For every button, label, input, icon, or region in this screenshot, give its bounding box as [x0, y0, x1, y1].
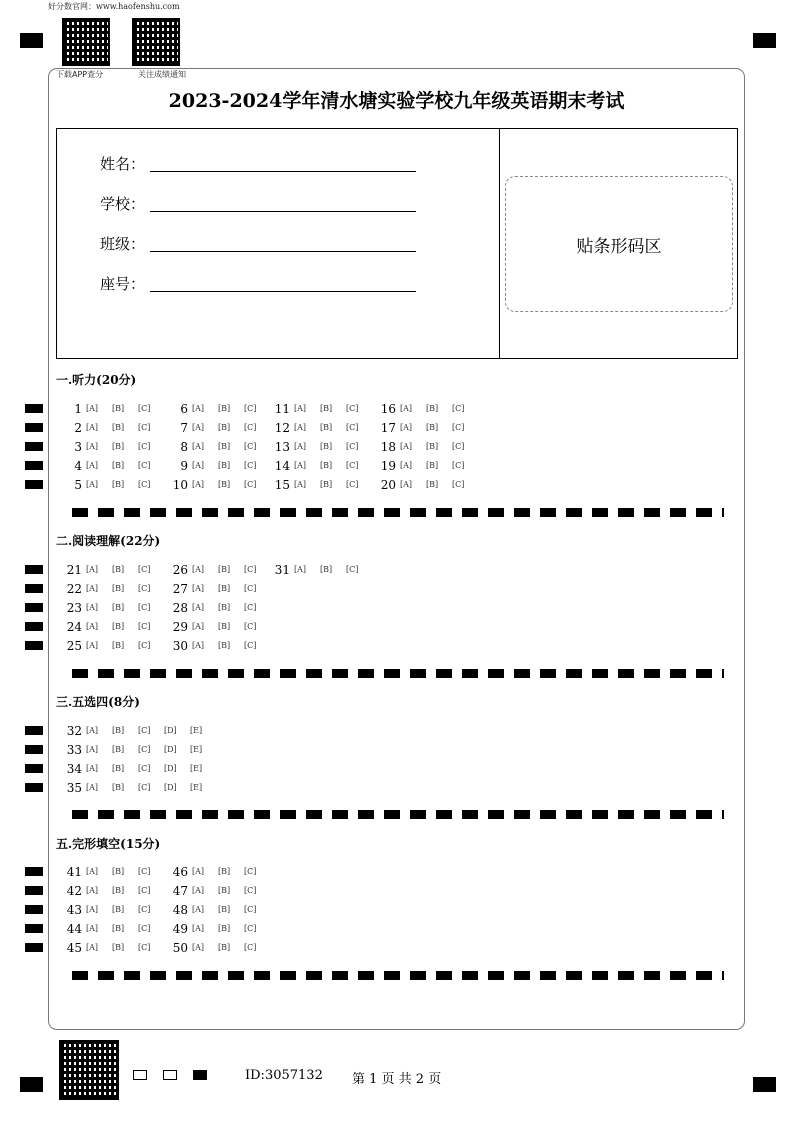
- answer-bubble[interactable]: [C]: [452, 423, 465, 432]
- question-number: 46: [172, 865, 188, 879]
- answer-bubble[interactable]: [B]: [112, 924, 125, 933]
- answer-bubble[interactable]: [A]: [86, 764, 99, 773]
- answer-bubble[interactable]: [B]: [112, 404, 125, 413]
- answer-bubble[interactable]: [B]: [112, 641, 125, 650]
- seat-label: 座号：: [100, 275, 146, 293]
- answer-bubble[interactable]: [C]: [244, 603, 257, 612]
- question-number: 31: [274, 563, 290, 577]
- qr-caption-follow: 关注成绩通知: [138, 70, 186, 79]
- answer-bubble[interactable]: [A]: [86, 622, 99, 631]
- answer-bubble[interactable]: [D]: [164, 783, 177, 792]
- answer-bubble[interactable]: [C]: [452, 442, 465, 451]
- answer-bubble[interactable]: [B]: [112, 442, 125, 451]
- answer-bubble[interactable]: [A]: [192, 641, 205, 650]
- answer-bubble[interactable]: [B]: [112, 584, 125, 593]
- timing-mark: [25, 584, 43, 593]
- timing-mark: [25, 783, 43, 792]
- answer-bubble[interactable]: [A]: [192, 442, 205, 451]
- answer-bubble[interactable]: [C]: [138, 423, 151, 432]
- answer-bubble[interactable]: [B]: [218, 886, 231, 895]
- answer-bubble[interactable]: [C]: [138, 442, 151, 451]
- timing-mark: [25, 886, 43, 895]
- question-number: 10: [172, 478, 188, 492]
- site-url: 好分数官网：www.haofenshu.com: [48, 2, 180, 11]
- answer-bubble[interactable]: [B]: [426, 442, 439, 451]
- timing-mark: [25, 423, 43, 432]
- answer-bubble[interactable]: [C]: [244, 641, 257, 650]
- answer-bubble[interactable]: [B]: [112, 783, 125, 792]
- page-indicator-box-filled: [193, 1070, 207, 1080]
- answer-bubble[interactable]: [B]: [112, 480, 125, 489]
- answer-bubble[interactable]: [A]: [294, 461, 307, 470]
- question-number: 12: [274, 421, 290, 435]
- question-number: 41: [66, 865, 82, 879]
- section-heading-reading: 二.阅读理解(22分): [56, 534, 161, 548]
- answer-bubble[interactable]: [B]: [218, 461, 231, 470]
- follow-notice-qr-icon: [132, 18, 180, 66]
- question-number: 9: [180, 459, 188, 473]
- answer-bubble[interactable]: [C]: [244, 461, 257, 470]
- question-number: 7: [180, 421, 188, 435]
- answer-bubble[interactable]: [C]: [346, 404, 359, 413]
- download-app-qr-icon: [62, 18, 110, 66]
- section-separator: [72, 669, 724, 678]
- answer-bubble[interactable]: [B]: [320, 404, 333, 413]
- barcode-label: 贴条形码区: [576, 236, 662, 257]
- answer-bubble[interactable]: [A]: [294, 442, 307, 451]
- answer-bubble[interactable]: [C]: [346, 423, 359, 432]
- exam-title: 2023-2024学年清水塘实验学校九年级英语期末考试: [168, 90, 625, 112]
- answer-bubble[interactable]: [E]: [190, 764, 203, 773]
- answer-bubble[interactable]: [A]: [86, 442, 99, 451]
- page-number: 第 1 页 共 2 页: [352, 1072, 442, 1087]
- answer-bubble[interactable]: [A]: [400, 442, 413, 451]
- answer-bubble[interactable]: [B]: [218, 943, 231, 952]
- answer-bubble[interactable]: [A]: [86, 886, 99, 895]
- question-number: 16: [380, 402, 396, 416]
- answer-bubble[interactable]: [B]: [218, 404, 231, 413]
- answer-bubble[interactable]: [B]: [426, 423, 439, 432]
- answer-bubble[interactable]: [A]: [86, 783, 99, 792]
- answer-bubble[interactable]: [C]: [244, 924, 257, 933]
- answer-bubble[interactable]: [C]: [452, 404, 465, 413]
- qr-caption-download: 下载APP查分: [56, 70, 104, 79]
- answer-bubble[interactable]: [C]: [138, 404, 151, 413]
- class-label: 班级：: [100, 235, 146, 253]
- answer-bubble[interactable]: [B]: [112, 603, 125, 612]
- question-number: 5: [74, 478, 82, 492]
- answer-bubble[interactable]: [E]: [190, 726, 203, 735]
- answer-bubble[interactable]: [C]: [138, 905, 151, 914]
- sheet-id: ID:3057132: [245, 1068, 323, 1083]
- answer-bubble[interactable]: [B]: [218, 905, 231, 914]
- question-number: 1: [74, 402, 82, 416]
- answer-bubble[interactable]: [B]: [112, 565, 125, 574]
- question-number: 32: [66, 724, 82, 738]
- answer-bubble[interactable]: [A]: [86, 726, 99, 735]
- answer-bubble[interactable]: [A]: [192, 565, 205, 574]
- answer-bubble[interactable]: [B]: [218, 622, 231, 631]
- question-number: 47: [172, 884, 188, 898]
- section-separator: [72, 810, 724, 819]
- answer-bubble[interactable]: [A]: [294, 480, 307, 489]
- question-number: 33: [66, 743, 82, 757]
- name-label: 姓名：: [100, 155, 146, 173]
- sheet-qr-icon: [59, 1040, 119, 1100]
- answer-bubble[interactable]: [B]: [112, 461, 125, 470]
- answer-bubble[interactable]: [B]: [426, 461, 439, 470]
- question-number: 28: [172, 601, 188, 615]
- answer-bubble[interactable]: [A]: [192, 603, 205, 612]
- timing-mark: [25, 745, 43, 754]
- answer-bubble[interactable]: [B]: [112, 745, 125, 754]
- answer-bubble[interactable]: [D]: [164, 726, 177, 735]
- question-number: 3: [74, 440, 82, 454]
- answer-bubble[interactable]: [C]: [244, 423, 257, 432]
- answer-bubble[interactable]: [B]: [218, 867, 231, 876]
- school-label: 学校：: [100, 195, 146, 213]
- answer-bubble[interactable]: [B]: [426, 404, 439, 413]
- section-heading-listening: 一.听力(20分): [56, 373, 137, 387]
- answer-bubble[interactable]: [C]: [346, 480, 359, 489]
- answer-bubble[interactable]: [C]: [244, 622, 257, 631]
- answer-bubble[interactable]: [C]: [138, 461, 151, 470]
- answer-bubble[interactable]: [B]: [320, 442, 333, 451]
- answer-bubble[interactable]: [C]: [138, 565, 151, 574]
- answer-bubble[interactable]: [D]: [164, 764, 177, 773]
- answer-bubble[interactable]: [A]: [192, 423, 205, 432]
- timing-mark: [25, 622, 43, 631]
- answer-bubble[interactable]: [B]: [218, 565, 231, 574]
- timing-mark: [25, 404, 43, 413]
- answer-bubble[interactable]: [C]: [138, 603, 151, 612]
- timing-mark: [25, 603, 43, 612]
- answer-bubble[interactable]: [A]: [86, 423, 99, 432]
- answer-bubble[interactable]: [A]: [192, 867, 205, 876]
- answer-bubble[interactable]: [C]: [138, 764, 151, 773]
- answer-bubble[interactable]: [B]: [112, 622, 125, 631]
- answer-bubble[interactable]: [A]: [192, 404, 205, 413]
- answer-bubble[interactable]: [C]: [138, 480, 151, 489]
- answer-bubble[interactable]: [A]: [86, 905, 99, 914]
- question-number: 22: [66, 582, 82, 596]
- question-number: 17: [380, 421, 396, 435]
- answer-bubble[interactable]: [C]: [244, 480, 257, 489]
- answer-bubble[interactable]: [A]: [86, 480, 99, 489]
- answer-bubble[interactable]: [C]: [244, 943, 257, 952]
- section-separator: [72, 971, 724, 980]
- class-field[interactable]: [150, 251, 416, 252]
- answer-bubble[interactable]: [C]: [138, 924, 151, 933]
- name-field[interactable]: [150, 171, 416, 172]
- seat-field[interactable]: [150, 291, 416, 292]
- answer-bubble[interactable]: [A]: [192, 622, 205, 631]
- answer-bubble[interactable]: [D]: [164, 745, 177, 754]
- answer-bubble[interactable]: [B]: [112, 943, 125, 952]
- question-number: 44: [66, 922, 82, 936]
- answer-bubble[interactable]: [C]: [138, 867, 151, 876]
- school-field[interactable]: [150, 211, 416, 212]
- answer-bubble[interactable]: [A]: [192, 943, 205, 952]
- question-number: 15: [274, 478, 290, 492]
- answer-bubble[interactable]: [B]: [112, 423, 125, 432]
- answer-bubble[interactable]: [B]: [112, 726, 125, 735]
- answer-bubble[interactable]: [B]: [218, 924, 231, 933]
- answer-bubble[interactable]: [C]: [244, 905, 257, 914]
- timing-mark: [25, 764, 43, 773]
- page-indicator-box: [163, 1070, 177, 1080]
- answer-bubble[interactable]: [C]: [138, 622, 151, 631]
- answer-bubble[interactable]: [C]: [244, 442, 257, 451]
- answer-bubble[interactable]: [B]: [218, 480, 231, 489]
- question-number: 19: [380, 459, 396, 473]
- question-number: 35: [66, 781, 82, 795]
- question-number: 18: [380, 440, 396, 454]
- barcode-area: [505, 176, 733, 312]
- question-number: 6: [180, 402, 188, 416]
- corner-marker: [20, 1077, 43, 1092]
- answer-bubble[interactable]: [C]: [346, 461, 359, 470]
- answer-bubble[interactable]: [B]: [218, 423, 231, 432]
- section-heading-five-choose-four: 三.五选四(8分): [56, 695, 140, 709]
- answer-bubble[interactable]: [B]: [320, 423, 333, 432]
- answer-bubble[interactable]: [A]: [86, 943, 99, 952]
- timing-mark: [25, 924, 43, 933]
- answer-bubble[interactable]: [C]: [138, 886, 151, 895]
- answer-bubble[interactable]: [C]: [138, 641, 151, 650]
- answer-bubble[interactable]: [C]: [138, 783, 151, 792]
- answer-bubble[interactable]: [B]: [320, 461, 333, 470]
- answer-bubble[interactable]: [B]: [112, 905, 125, 914]
- corner-marker: [20, 33, 43, 48]
- answer-bubble[interactable]: [B]: [112, 886, 125, 895]
- question-number: 14: [274, 459, 290, 473]
- question-number: 45: [66, 941, 82, 955]
- answer-bubble[interactable]: [B]: [218, 442, 231, 451]
- answer-bubble[interactable]: [A]: [86, 641, 99, 650]
- answer-bubble[interactable]: [E]: [190, 783, 203, 792]
- question-number: 43: [66, 903, 82, 917]
- question-number: 11: [274, 402, 290, 416]
- answer-bubble[interactable]: [A]: [86, 745, 99, 754]
- question-number: 13: [274, 440, 290, 454]
- answer-bubble[interactable]: [B]: [112, 867, 125, 876]
- answer-bubble[interactable]: [C]: [452, 461, 465, 470]
- answer-bubble[interactable]: [C]: [346, 565, 359, 574]
- question-number: 26: [172, 563, 188, 577]
- answer-bubble[interactable]: [A]: [192, 905, 205, 914]
- corner-marker: [753, 1077, 776, 1092]
- question-number: 27: [172, 582, 188, 596]
- answer-bubble[interactable]: [A]: [400, 480, 413, 489]
- answer-bubble[interactable]: [A]: [86, 867, 99, 876]
- answer-bubble[interactable]: [E]: [190, 745, 203, 754]
- answer-bubble[interactable]: [A]: [192, 461, 205, 470]
- answer-bubble[interactable]: [A]: [400, 404, 413, 413]
- question-number: 24: [66, 620, 82, 634]
- question-number: 20: [380, 478, 396, 492]
- question-number: 34: [66, 762, 82, 776]
- answer-bubble[interactable]: [A]: [294, 404, 307, 413]
- section-heading-cloze: 五.完形填空(15分): [56, 837, 161, 851]
- answer-bubble[interactable]: [C]: [138, 943, 151, 952]
- answer-bubble[interactable]: [A]: [86, 565, 99, 574]
- answer-bubble[interactable]: [A]: [86, 461, 99, 470]
- answer-bubble[interactable]: [A]: [192, 480, 205, 489]
- timing-mark: [25, 480, 43, 489]
- answer-bubble[interactable]: [C]: [244, 584, 257, 593]
- question-number: 48: [172, 903, 188, 917]
- corner-marker: [753, 33, 776, 48]
- question-number: 49: [172, 922, 188, 936]
- answer-bubble[interactable]: [C]: [138, 726, 151, 735]
- answer-bubble[interactable]: [A]: [86, 924, 99, 933]
- question-number: 8: [180, 440, 188, 454]
- answer-bubble[interactable]: [A]: [294, 565, 307, 574]
- timing-mark: [25, 565, 43, 574]
- answer-bubble[interactable]: [B]: [320, 565, 333, 574]
- question-number: 25: [66, 639, 82, 653]
- timing-mark: [25, 442, 43, 451]
- answer-bubble[interactable]: [B]: [218, 603, 231, 612]
- answer-bubble[interactable]: [C]: [452, 480, 465, 489]
- answer-bubble[interactable]: [A]: [294, 423, 307, 432]
- page-indicator-box: [133, 1070, 147, 1080]
- answer-bubble[interactable]: [C]: [244, 867, 257, 876]
- answer-bubble[interactable]: [A]: [400, 423, 413, 432]
- answer-bubble[interactable]: [A]: [400, 461, 413, 470]
- answer-bubble[interactable]: [B]: [320, 480, 333, 489]
- answer-bubble[interactable]: [A]: [192, 584, 205, 593]
- question-number: 4: [74, 459, 82, 473]
- question-number: 21: [66, 563, 82, 577]
- answer-bubble[interactable]: [C]: [138, 584, 151, 593]
- answer-bubble[interactable]: [A]: [192, 924, 205, 933]
- answer-bubble[interactable]: [A]: [86, 584, 99, 593]
- timing-mark: [25, 461, 43, 470]
- answer-bubble[interactable]: [B]: [218, 641, 231, 650]
- question-number: 42: [66, 884, 82, 898]
- section-separator: [72, 508, 724, 517]
- question-number: 30: [172, 639, 188, 653]
- timing-mark: [25, 726, 43, 735]
- answer-bubble[interactable]: [A]: [192, 886, 205, 895]
- info-divider: [499, 128, 500, 359]
- question-number: 29: [172, 620, 188, 634]
- timing-mark: [25, 905, 43, 914]
- answer-bubble[interactable]: [A]: [86, 603, 99, 612]
- timing-mark: [25, 641, 43, 650]
- question-number: 50: [172, 941, 188, 955]
- timing-mark: [25, 943, 43, 952]
- answer-bubble[interactable]: [C]: [244, 565, 257, 574]
- answer-bubble[interactable]: [C]: [244, 886, 257, 895]
- answer-bubble[interactable]: [C]: [346, 442, 359, 451]
- answer-bubble[interactable]: [B]: [218, 584, 231, 593]
- answer-bubble[interactable]: [B]: [112, 764, 125, 773]
- question-number: 23: [66, 601, 82, 615]
- answer-bubble[interactable]: [A]: [86, 404, 99, 413]
- answer-bubble[interactable]: [C]: [138, 745, 151, 754]
- question-number: 2: [74, 421, 82, 435]
- timing-mark: [25, 867, 43, 876]
- answer-bubble[interactable]: [B]: [426, 480, 439, 489]
- answer-bubble[interactable]: [C]: [244, 404, 257, 413]
